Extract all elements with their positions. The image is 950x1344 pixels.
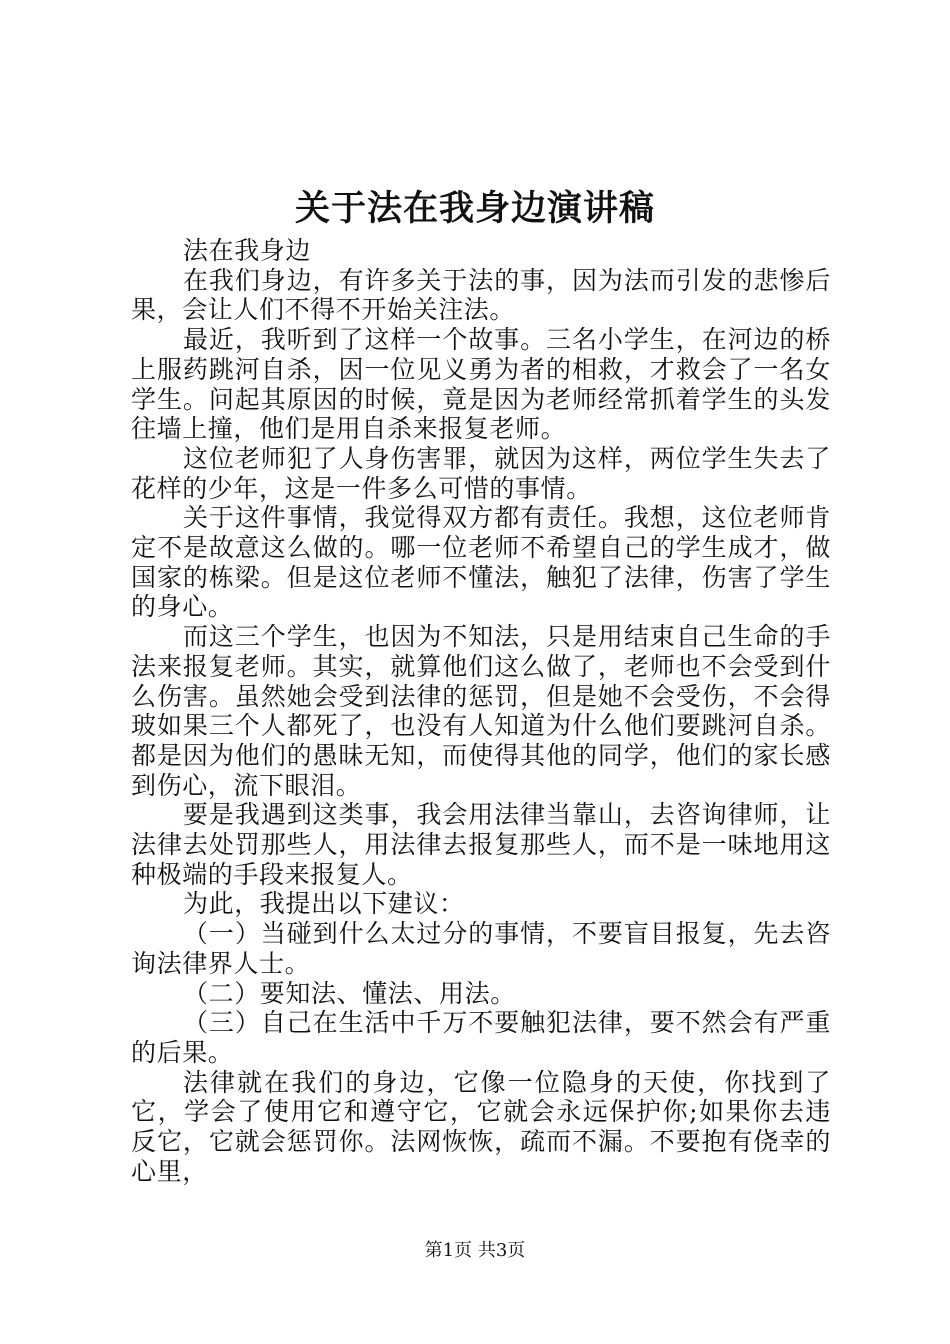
- list-item: （二）要知法、懂法、用法。: [183, 978, 516, 1008]
- paragraph-subtitle: 法在我身边: [183, 236, 312, 265]
- paragraph: 法律就在我们的身边，它像一位隐身的天使，你找到了它，学会了使用它和遵守它，它就会永远保护你;如果你去违反它，它就会惩罚你。法网恢恢，疏而不漏。不要抱有侥幸的心里，: [131, 1067, 831, 1186]
- paragraph: 为此，我提出以下建议：: [183, 889, 465, 919]
- paragraph: 在我们身边，有许多关于法的事，因为法而引发的悲惨后果，会让人们不得不开始关注法。: [131, 265, 831, 325]
- paragraph: 这位老师犯了人身伤害罪，就因为这样，两位学生失去了花样的少年，这是一件多么可惜的事情。: [131, 443, 831, 503]
- paragraph: 要是我遇到这类事，我会用法律当靠山，去咨询律师，让法律去处罚那些人，用法律去报复那些人，而不是一味地用这种极端的手段来报复人。: [131, 800, 831, 889]
- list-item: （三）自己在生活中千万不要触犯法律，要不然会有严重的后果。: [131, 1008, 831, 1067]
- list-item: （一）当碰到什么太过分的事情，不要盲目报复，先去咨询法律界人士。: [131, 919, 831, 978]
- document-title: 关于法在我身边演讲稿: [294, 188, 655, 229]
- paragraph: 而这三个学生，也因为不知法，只是用结束自己生命的手法来报复老师。其实，就算他们这么做了，老师也不会受到什么伤害。虽然她会受到法律的惩罚，但是她不会受伤，不会得玻如果三个人都死了，也没有人知道为什么他们要跳河自杀。都是因为他们的愚昧无知，而使得其他的同学，他们的家长感到伤心，流下眼泪。: [131, 622, 831, 800]
- page-footer: 第1页 共3页: [424, 1240, 526, 1261]
- document-body: [131, 236, 831, 1187]
- paragraph: 最近，我听到了这样一个故事。三名小学生，在河边的桥上服药跳河自杀，因一位见义勇为者的相救，才救会了一名女学生。问起其原因的时候，竟是因为老师经常抓着学生的头发往墙上撞，他们是用自杀来报复老师。: [131, 325, 831, 444]
- paragraph: 关于这件事情，我觉得双方都有责任。我想，这位老师肯定不是故意这么做的。哪一位老师不希望自己的学生成才，做国家的栋梁。但是这位老师不懂法，触犯了法律，伤害了学生的身心。: [131, 503, 831, 622]
